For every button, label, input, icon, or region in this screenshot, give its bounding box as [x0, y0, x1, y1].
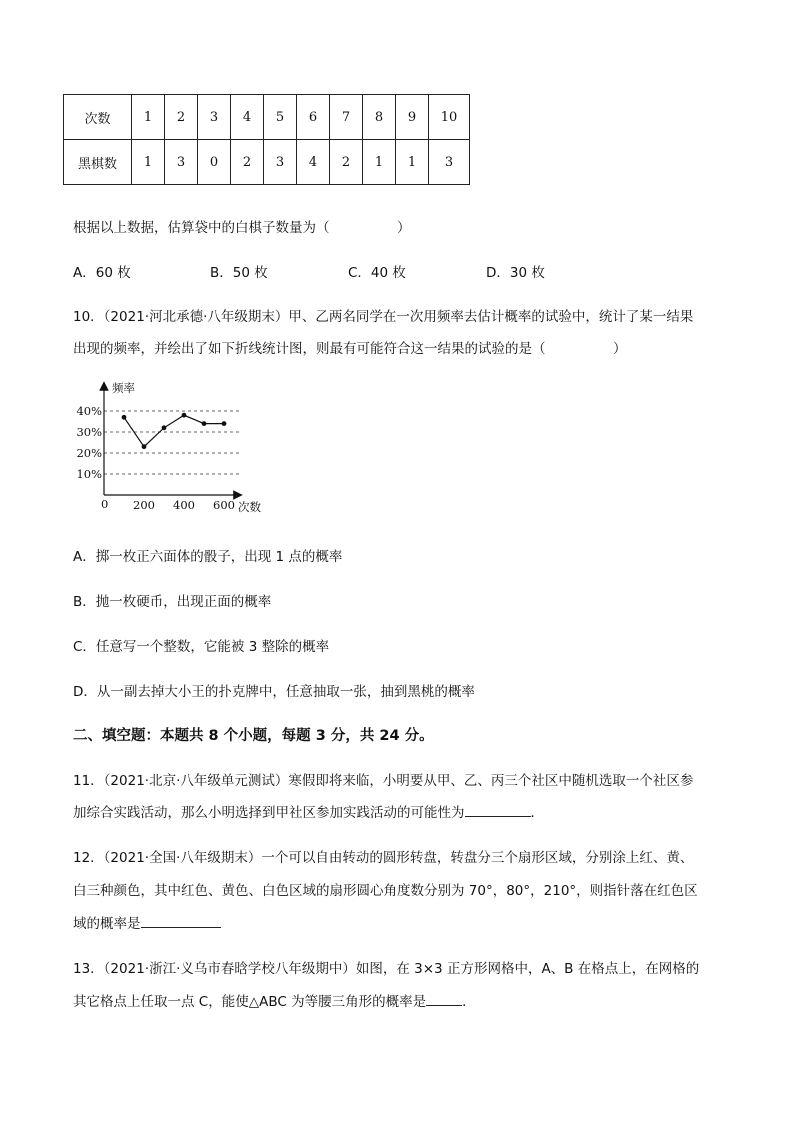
data-point	[162, 425, 167, 430]
q9-option-d: D．30 枚	[486, 265, 545, 281]
q13-line-2	[73, 990, 476, 1010]
table-cell: 10	[429, 95, 470, 140]
origin-label: 0	[101, 497, 109, 511]
q11-line-2-text: 加综合实践活动，那么小明选择到甲社区参加实践活动的可能性为	[73, 805, 465, 821]
q13-line-2-text: 其它格点上任取一点 C，能使△ABC 为等腰三角形的概率是	[73, 994, 427, 1010]
table-cell: 2	[231, 140, 264, 185]
x-axis-title: 次数	[238, 500, 261, 514]
table-cell: 1	[132, 140, 165, 185]
q13-line-1: 13．（2021·浙江·义乌市春晗学校八年级期中）如图，在 3×3 正方形网格中，A、B 在格点上，在网格的	[73, 961, 700, 977]
q10-option-c: C．任意写一个整数，它能被 3 整除的概率	[73, 639, 330, 655]
answer-blank	[465, 804, 531, 817]
q12-line-3-text: 域的概率是	[73, 916, 141, 932]
q9-option-b: B．50 枚	[210, 265, 268, 281]
table-row-label: 黑棋数	[64, 140, 132, 185]
q10-line-2: 出现的频率，并绘出了如下折线统计图，则最有可能符合这一结果的试验的是（ ）	[73, 341, 627, 357]
table-cell: 3	[429, 140, 470, 185]
x-tick-label: 200	[133, 498, 155, 512]
answer-blank	[141, 915, 221, 928]
y-tick-label: 20%	[76, 446, 102, 460]
data-table	[63, 94, 470, 185]
table-cell: 2	[330, 140, 363, 185]
table-cell: 0	[198, 140, 231, 185]
y-tick-label: 30%	[76, 425, 102, 439]
q11-line-1: 11．（2021·北京·八年级单元测试）寒假即将来临，小明要从甲、乙、丙三个社区中随机选取一个社区参	[73, 773, 694, 789]
table-cell: 4	[297, 140, 330, 185]
data-point	[222, 421, 227, 426]
q9-option-a: A．60 枚	[73, 265, 131, 281]
frequency-line-chart	[70, 380, 280, 520]
q12-line-3	[73, 912, 221, 932]
table-cell: 1	[363, 140, 396, 185]
table-cell: 1	[396, 140, 429, 185]
x-tick-label: 400	[173, 498, 195, 512]
data-point	[202, 421, 207, 426]
series-line	[124, 415, 224, 447]
table-cell: 2	[165, 95, 198, 140]
table-cell: 8	[363, 95, 396, 140]
table-cell: 4	[231, 95, 264, 140]
y-tick-label: 10%	[76, 467, 102, 481]
q10-option-b: B．抛一枚硬币，出现正面的概率	[73, 594, 272, 610]
q10-option-a: A．掷一枚正六面体的骰子，出现 1 点的概率	[73, 549, 343, 565]
table-cell: 1	[132, 95, 165, 140]
q10-line-1: 10．（2021·河北承德·八年级期末）甲、乙两名同学在一次用频率去估计概率的试验中，统计了某一结果	[73, 309, 694, 325]
table-cell: 6	[297, 95, 330, 140]
table-row-trials	[64, 95, 470, 140]
data-point	[142, 444, 147, 449]
q9-option-c: C．40 枚	[348, 265, 406, 281]
q12-line-2: 白三种颜色，其中红色、黄色、白色区域的扇形圆心角度数分别为 70°，80°，210°，则指针落在红色区	[73, 883, 698, 899]
table-cell: 3	[264, 140, 297, 185]
data-point	[122, 415, 127, 420]
table-cell: 9	[396, 95, 429, 140]
y-tick-label: 40%	[76, 404, 102, 418]
x-tick-label: 600	[213, 498, 235, 512]
data-point	[182, 413, 187, 418]
q11-line-2	[73, 801, 544, 821]
q10-option-d: D．从一副去掉大小王的扑克牌中，任意抽取一张，抽到黑桃的概率	[73, 684, 475, 700]
table-cell: 7	[330, 95, 363, 140]
section-title: 二、填空题：本题共 8 个小题，每题 3 分，共 24 分。	[73, 728, 434, 744]
table-cell: 5	[264, 95, 297, 140]
answer-blank	[426, 993, 462, 1006]
y-axis-title: 频率	[112, 381, 135, 395]
q9-stem: 根据以上数据，估算袋中的白棋子数量为（ ）	[73, 220, 411, 236]
table-cell: 3	[165, 140, 198, 185]
q11-line-2-end: ．	[530, 805, 544, 821]
q13-line-2-end: ．	[462, 994, 476, 1010]
table-row-black-counts	[64, 140, 470, 185]
table-header-label: 次数	[64, 95, 132, 140]
q12-line-1: 12．（2021·全国·八年级期末）一个可以自由转动的圆形转盘，转盘分三个扇形区域，分别涂上红、黄、	[73, 850, 694, 866]
table-cell: 3	[198, 95, 231, 140]
